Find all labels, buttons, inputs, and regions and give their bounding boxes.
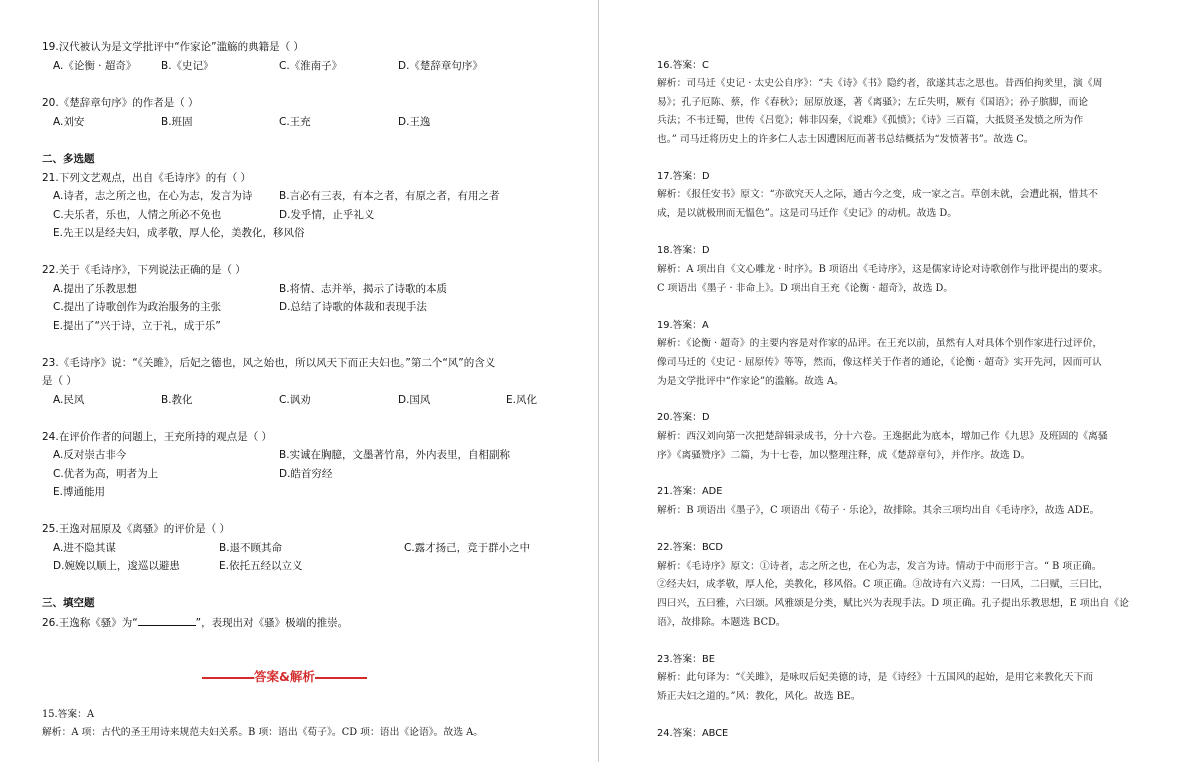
q23-option-a: A.民风 xyxy=(53,394,85,406)
banner-title: 答案&解析 xyxy=(254,669,315,684)
q23-stem-continued: 是（ ） xyxy=(42,375,77,387)
answer-explanation-line: 也。” 司马迁将历史上的许多仁人志士因遭困厄而著书总结概括为“发愤著书”。故选 C。 xyxy=(657,134,1034,145)
right-page xyxy=(600,0,1195,762)
section-multiple-choice-title: 二、多选题 xyxy=(42,153,95,165)
section-fill-blank-title: 三、填空题 xyxy=(42,597,95,609)
q24-stem: 24.在评价作者的问题上，王充所持的观点是（ ） xyxy=(42,431,273,443)
answer-explanation-line: C 项语出《墨子 · 非命上》。D 项出自王充《论衡 · 超奇》，故选 D。 xyxy=(657,283,954,294)
answer-explanation-line: 解析：《报任安书》原文：“亦欲究天人之际，通古今之变，成一家之言。草创未就，会遭此祸，惜其不 xyxy=(657,189,1098,200)
q20-option-d: D.王逸 xyxy=(398,116,431,128)
banner-right-rule xyxy=(315,677,367,679)
q21-stem: 21.下列文艺观点，出自《毛诗序》的有（ ） xyxy=(42,172,252,184)
q23-option-c: C.讽劝 xyxy=(279,394,311,406)
q24-option-d: D.皓首穷经 xyxy=(279,468,333,480)
q22-option-d: D.总结了诗歌的体裁和表现手法 xyxy=(279,301,427,313)
q21-option-b: B.言必有三表，有本之者，有原之者，有用之者 xyxy=(279,190,500,202)
q25-option-e: E.依托五经以立义 xyxy=(219,560,303,572)
answer-head: 17.答案：D xyxy=(657,171,710,182)
q22-option-c: C.提出了诗歌创作为政治服务的主张 xyxy=(53,301,222,313)
answer-explanation-line: 为是文学批评中“作家论”的滥觞。故选 A。 xyxy=(657,376,844,387)
answer-explanation-line: 解析：《毛诗序》原文：①诗者，志之所之也，在心为志，发言为诗。情动于中而形于言。“ B 项正确。 xyxy=(657,561,1102,572)
q21-option-e: E.先王以是经夫妇，成孝敬，厚人伦，美教化，移风俗 xyxy=(53,227,305,239)
q23-option-e: E.风化 xyxy=(506,394,537,406)
answer-explanation-line: 解析：A 项出自《文心雕龙 · 时序》。B 项语出《毛诗序》，这是儒家诗论对诗歌创作与批评提出的要求。 xyxy=(657,264,1109,275)
q25-option-c: C.露才扬己，竞于群小之中 xyxy=(404,542,531,554)
answer-explanation-line: 矫正夫妇之道的。”风：教化，风化。故选 BE。 xyxy=(657,691,861,702)
q24-option-c: C.优者为高，明者为上 xyxy=(53,468,159,480)
q22-stem: 22.关于《毛诗序》，下列说法正确的是（ ） xyxy=(42,264,246,276)
q23-option-b: B.教化 xyxy=(161,394,193,406)
answer-explanation-line: 解析：B 项语出《墨子》，C 项语出《荀子 · 乐论》，故排除。其余三项均出自《毛诗序》，故选 ADE。 xyxy=(657,505,1100,516)
answer-15-head: 15.答案：A xyxy=(42,709,95,720)
q23-stem: 23.《毛诗序》说：“《关雎》，后妃之德也，风之始也，所以风天下而正夫妇也。”第二个“风”的含义 xyxy=(42,357,496,369)
q25-option-a: A.进不隐其谋 xyxy=(53,542,116,554)
answer-head: 18.答案：D xyxy=(657,245,710,256)
answer-explanation-line: 语》，故排除。本题选 BCD。 xyxy=(657,617,786,628)
answer-head: 22.答案：BCD xyxy=(657,542,723,553)
answer-explanation-line: 解析：司马迁《史记 · 太史公自序》：“夫《诗》《书》隐约者，欲遂其志之思也。昔西伯拘羑里，演《周 xyxy=(657,78,1103,89)
answer-15-explanation: 解析：A 项：古代的圣王用诗来规范夫妇关系。B 项：语出《荀子》。CD 项：语出《论语》。故选 A。 xyxy=(42,727,484,738)
answer-head: 23.答案：BE xyxy=(657,654,715,665)
q20-option-c: C.王充 xyxy=(279,116,311,128)
q19-option-a: A.《论衡 · 超奇》 xyxy=(53,60,137,72)
answer-head: 20.答案：D xyxy=(657,412,710,423)
answer-section-banner xyxy=(202,667,367,685)
q26-stem-start: 26.王逸称《骚》为“ xyxy=(42,617,138,629)
q19-option-b: B.《史记》 xyxy=(161,60,214,72)
answer-explanation-line: 兵法；不韦迁蜀，世传《吕览》；韩非囚秦，《说难》《孤愤》；《诗》三百篇，大抵贤圣发愤之所为作 xyxy=(657,115,1084,126)
q25-option-b: B.退不顾其命 xyxy=(219,542,283,554)
answer-explanation-line: 解析：西汉刘向第一次把楚辞辑录成书，分十六卷。王逸据此为底本，增加己作《九思》及班固的《离骚 xyxy=(657,431,1108,442)
q19-stem: 19.汉代被认为是文学批评中“作家论”滥觞的典籍是（ ） xyxy=(42,41,304,53)
q21-option-d: D.发乎情，止乎礼义 xyxy=(279,209,375,221)
page-divider xyxy=(598,0,599,762)
q26-blank xyxy=(138,615,196,626)
answer-explanation-line: ②经夫妇，成孝敬，厚人伦，美教化，移风俗。C 项正确。③故诗有六义焉：一曰风，二曰赋，三曰比， xyxy=(657,579,1109,590)
q24-option-a: A.反对崇古非今 xyxy=(53,449,127,461)
q23-option-d: D.国风 xyxy=(398,394,431,406)
q26-stem-end: ”，表现出对《骚》极端的推崇。 xyxy=(195,617,349,629)
q24-option-b: B.实诚在胸臆，文墨著竹帛，外内表里，自相副称 xyxy=(279,449,511,461)
answer-explanation-line: 解析：《论衡 · 超奇》的主要内容是对作家的品评。在王充以前，虽然有人对具体个别作家进行过评价， xyxy=(657,338,1103,349)
answer-explanation-line: 易》；孔子厄陈、蔡，作《春秋》；屈原放逐，著《离骚》；左丘失明，厥有《国语》；孙子膑脚，而论 xyxy=(657,97,1089,108)
q19-option-c: C.《淮南子》 xyxy=(279,60,343,72)
q24-option-e: E.博通能用 xyxy=(53,486,105,498)
q25-option-d: D.婉娩以顺上，逡巡以避患 xyxy=(53,560,180,572)
answer-head: 16.答案：C xyxy=(657,60,709,71)
q21-option-a: A.诗者，志之所之也，在心为志，发言为诗 xyxy=(53,190,253,202)
answer-head: 19.答案：A xyxy=(657,320,709,331)
q26-stem xyxy=(42,615,348,630)
q20-option-b: B.班固 xyxy=(161,116,193,128)
answer-explanation-line: 成，是以就极刑而无愠色”。这是司马迁作《史记》的动机。故选 D。 xyxy=(657,208,958,219)
answer-explanation-line: 四曰兴，五曰雅，六曰颂。风雅颂是分类，赋比兴为表现手法。D 项正确。孔子提出乐教思想，E 项出自《论 xyxy=(657,598,1129,609)
q19-option-d: D.《楚辞章句序》 xyxy=(398,60,483,72)
answer-head: 21.答案：ADE xyxy=(657,486,723,497)
answer-head: 24.答案：ABCE xyxy=(657,728,729,739)
q22-option-b: B.将情、志并举，揭示了诗歌的本质 xyxy=(279,283,448,295)
q21-option-c: C.夫乐者，乐也，人情之所必不免也 xyxy=(53,209,222,221)
banner-left-rule xyxy=(202,677,254,679)
answer-explanation-line: 解析：此句译为：“《关雎》，是咏叹后妃美德的诗，是《诗经》十五国风的起始，是用它来教化天下而 xyxy=(657,672,1094,683)
q20-option-a: A.刘安 xyxy=(53,116,85,128)
q22-option-a: A.提出了乐教思想 xyxy=(53,283,137,295)
q25-stem: 25.王逸对屈原及《离骚》的评价是（ ） xyxy=(42,523,231,535)
answer-explanation-line: 像司马迁的《史记 · 屈原传》等等，然而，像这样关于作者的通论，《论衡 · 超奇》实开先河，因而可认 xyxy=(657,357,1102,368)
answer-explanation-line: 序》《离骚赞序》二篇，为十七卷，加以整理注释，成《楚辞章句》，并作序。故选 D。 xyxy=(657,450,1031,461)
q22-option-e: E.提出了“兴于诗，立于礼，成于乐” xyxy=(53,320,221,332)
q20-stem: 20.《楚辞章句序》的作者是（ ） xyxy=(42,97,199,109)
